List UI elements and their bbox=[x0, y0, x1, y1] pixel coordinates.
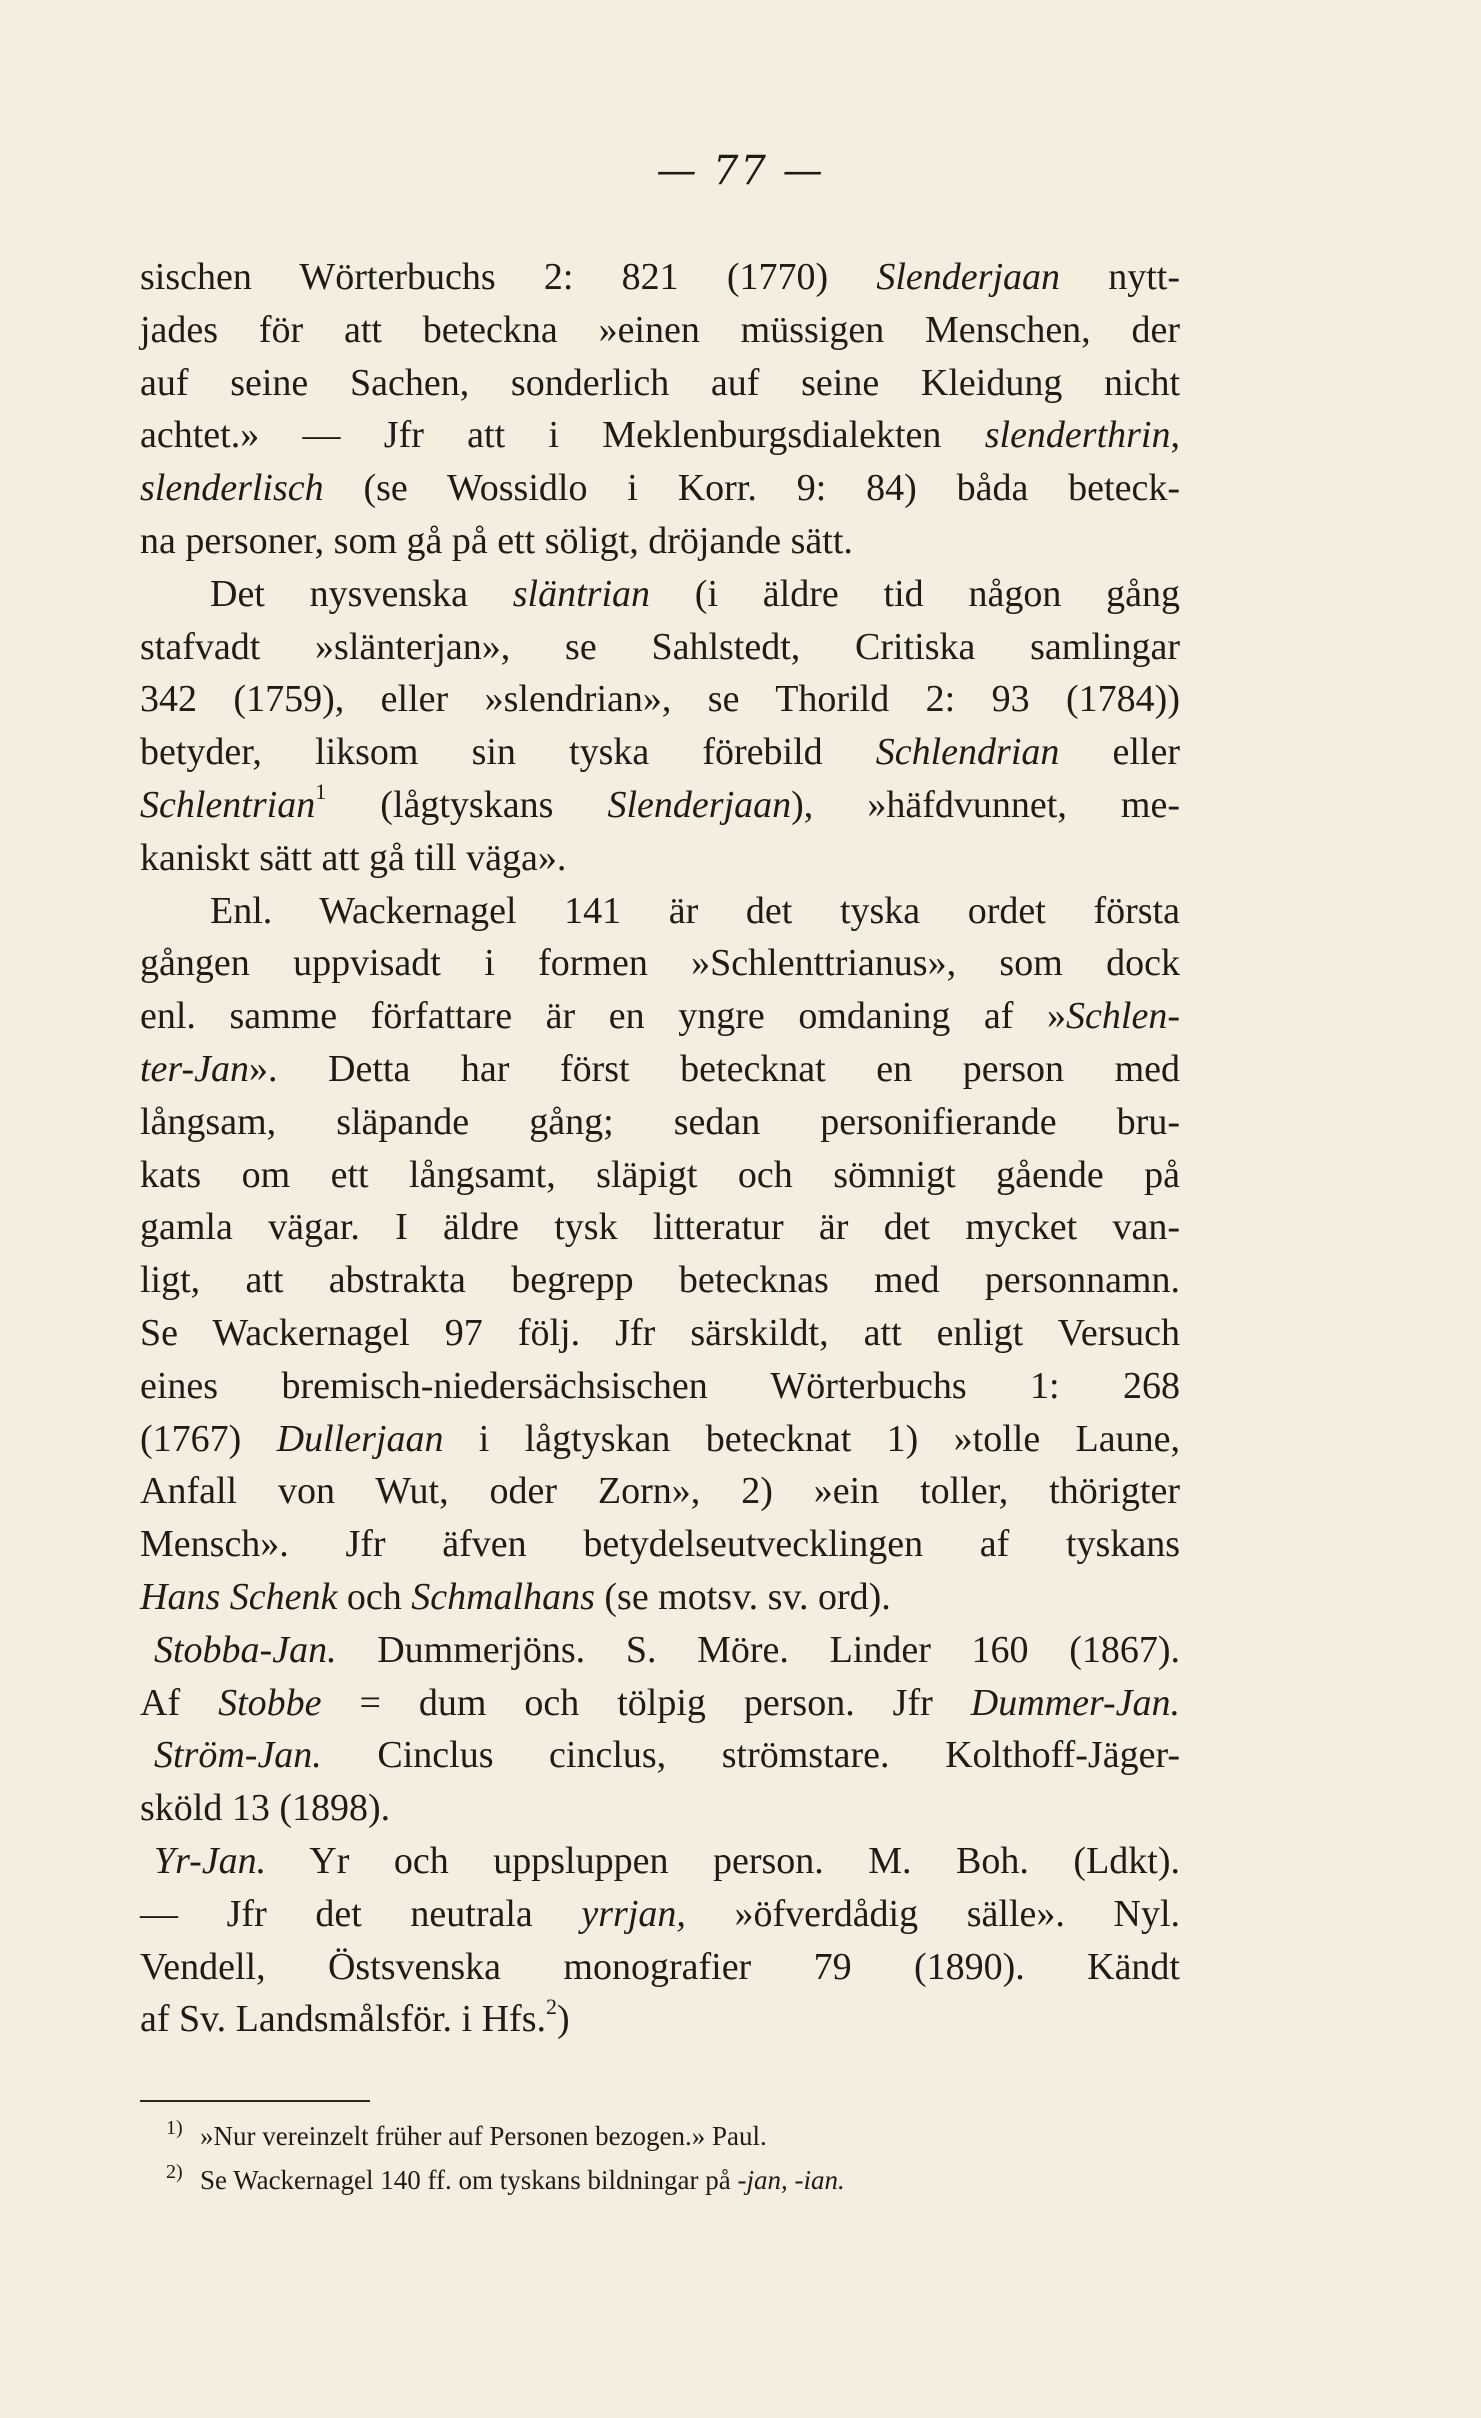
text-run: långsam, släpande gång; sedan personifierande bru- bbox=[140, 1100, 1180, 1143]
text-line bbox=[154, 1730, 1180, 1780]
text-run: (lågtyskans bbox=[326, 784, 608, 826]
text-line bbox=[140, 1783, 390, 1833]
text-run: i lågtyskan betecknat 1) »tolle Laune, bbox=[443, 1417, 1180, 1460]
text-run: eller bbox=[1059, 731, 1180, 774]
text-line bbox=[140, 1994, 570, 2044]
text-line bbox=[140, 674, 1180, 724]
text-run: stafvadt »slänterjan», se Sahlstedt, Critiska samlingar bbox=[140, 625, 1180, 668]
footnote bbox=[166, 2158, 845, 2202]
text-run: gamla vägar. I äldre tysk litteratur är det mycket van- bbox=[140, 1206, 1180, 1249]
footnote-reference: 2 bbox=[545, 1993, 557, 2019]
italic-term: Schmalhans bbox=[411, 1576, 595, 1618]
footnote-rule bbox=[140, 2100, 370, 2102]
text-line bbox=[140, 622, 1180, 672]
page-number: — 77 — bbox=[656, 148, 825, 194]
text-line bbox=[140, 1572, 891, 1622]
text-line bbox=[140, 1466, 1180, 1516]
text-line bbox=[140, 1044, 1180, 1094]
text-line bbox=[210, 886, 1180, 936]
text-run: = dum och tölpig person. Jfr bbox=[321, 1681, 971, 1724]
text-run: Vendell, Östsvenska monografier 79 (1890). Kändt bbox=[140, 1945, 1180, 1988]
italic-term: släntrian bbox=[512, 572, 651, 615]
italic-term: -jan, -ian. bbox=[737, 2165, 845, 2195]
text-run: sköld 13 (1898). bbox=[140, 1787, 391, 1830]
text-run: , bbox=[1170, 414, 1180, 457]
text-run: achtet.» — Jfr att i Meklenburgsdialekten bbox=[140, 414, 985, 457]
text-line bbox=[140, 1308, 1180, 1358]
text-run: na personer, som gå på ett söligt, dröjande sätt. bbox=[140, 520, 853, 562]
text-run: Se Wackernagel 140 ff. om tyskans bildningar på bbox=[200, 2165, 738, 2195]
text-run: Anfall von Wut, oder Zorn», 2) »ein toller, thörigter bbox=[140, 1470, 1180, 1513]
italic-term: Dummer-Jan. bbox=[970, 1681, 1180, 1724]
text-line bbox=[140, 1150, 1180, 1200]
text-run: jades för att beteckna »einen müssigen Menschen, der bbox=[140, 308, 1180, 351]
text-line bbox=[140, 1097, 1180, 1147]
text-line bbox=[140, 938, 1180, 988]
text-line bbox=[140, 1414, 1180, 1464]
footnote-mark: 1) bbox=[166, 2117, 183, 2139]
italic-term: Yr-Jan. bbox=[154, 1840, 267, 1882]
italic-term: Hans Schenk bbox=[140, 1576, 338, 1618]
text-run: Dummerjöns. S. Möre. Linder 160 (1867). bbox=[336, 1628, 1180, 1671]
italic-term: slenderthrin bbox=[984, 414, 1171, 457]
text-run: auf seine Sachen, sonderlich auf seine Kleidung nicht bbox=[140, 361, 1180, 404]
text-line bbox=[140, 1678, 1180, 1728]
italic-term: yrrjan, bbox=[581, 1892, 686, 1935]
text-run: kats om ett långsamt, släpigt och sömnigt gående på bbox=[140, 1153, 1180, 1196]
footnote bbox=[166, 2114, 767, 2158]
text-run: ligt, att abstrakta begrepp betecknas med personnamn. bbox=[140, 1259, 1180, 1302]
text-line bbox=[140, 305, 1180, 355]
text-run: Yr och uppsluppen person. M. Boh. (Ldkt). bbox=[266, 1840, 1180, 1882]
text-line bbox=[140, 410, 1180, 460]
text-run: Enl. Wackernagel 141 är det tyska ordet första bbox=[210, 889, 1180, 932]
text-line bbox=[210, 569, 1180, 619]
italic-term: ter-Jan bbox=[140, 1048, 249, 1090]
text-run: Cinclus cinclus, strömstare. Kolthoff-Jäger- bbox=[321, 1734, 1180, 1777]
italic-term: Ström-Jan. bbox=[154, 1734, 322, 1777]
text-run: »öfverdådig sälle». Nyl. bbox=[685, 1892, 1180, 1935]
text-run: sischen Wörterbuchs 2: 821 (1770) bbox=[140, 256, 877, 298]
italic-term: Slenderjaan bbox=[607, 784, 792, 826]
text-run: Af bbox=[140, 1681, 219, 1724]
text-run: ) bbox=[556, 1998, 570, 2041]
text-line bbox=[140, 1889, 1180, 1939]
text-run: (i äldre tid någon gång bbox=[650, 572, 1180, 615]
text-run: — Jfr det neutrala bbox=[140, 1892, 582, 1935]
text-line bbox=[154, 1836, 1180, 1886]
footnote-mark: 2) bbox=[166, 2161, 183, 2183]
text-line bbox=[140, 1942, 1180, 1992]
text-line bbox=[140, 252, 1180, 302]
text-line bbox=[140, 780, 1180, 830]
italic-term: Schlentrian bbox=[140, 784, 316, 826]
text-run: Det nysvenska bbox=[210, 572, 513, 615]
text-run: och bbox=[337, 1576, 412, 1618]
text-run: (se motsv. sv. ord). bbox=[594, 1576, 891, 1618]
text-line bbox=[140, 727, 1180, 777]
text-run: nytt- bbox=[1060, 256, 1180, 298]
text-line bbox=[140, 358, 1180, 408]
text-run: kaniskt sätt att gå till väga». bbox=[140, 836, 567, 879]
italic-term: slenderlisch bbox=[140, 467, 324, 510]
text-line bbox=[140, 1255, 1180, 1305]
text-run: ». Detta har först betecknat en person med bbox=[248, 1048, 1180, 1090]
text-run: gången uppvisadt i formen »Schlenttrianus», som dock bbox=[140, 942, 1180, 985]
text-run: enl. samme författare är en yngre omdaning af » bbox=[140, 995, 1067, 1038]
text-run: af Sv. Landsmålsför. i Hfs. bbox=[140, 1998, 546, 2041]
text-line bbox=[154, 1625, 1180, 1675]
text-run: »Nur vereinzelt früher auf Personen bezogen.» Paul. bbox=[200, 2121, 767, 2151]
text-run: betyder, liksom sin tyska förebild bbox=[140, 731, 876, 774]
text-run: (se Wossidlo i Korr. 9: 84) båda beteck- bbox=[323, 467, 1180, 510]
text-run: (1767) bbox=[140, 1417, 277, 1460]
text-line bbox=[140, 516, 853, 566]
text-run: 342 (1759), eller »slendrian», se Thorild 2: 93 (1784)) bbox=[140, 678, 1180, 721]
text-line bbox=[140, 463, 1180, 513]
text-line bbox=[140, 1519, 1180, 1569]
text-line bbox=[140, 833, 566, 883]
italic-term: Schlendrian bbox=[875, 731, 1060, 774]
footnote-reference: 1 bbox=[315, 779, 327, 805]
italic-term: Dullerjaan bbox=[276, 1417, 444, 1460]
italic-term: Stobbe bbox=[218, 1681, 322, 1724]
italic-term: Slenderjaan bbox=[876, 256, 1060, 298]
text-run: Se Wackernagel 97 följ. Jfr särskildt, att enligt Versuch bbox=[140, 1312, 1180, 1354]
italic-term: Stobba-Jan. bbox=[154, 1628, 337, 1671]
text-run: eines bremisch-niedersächsischen Wörterbuchs 1: 268 bbox=[140, 1364, 1180, 1407]
text-line bbox=[140, 1202, 1180, 1252]
text-line bbox=[140, 1361, 1180, 1411]
text-run: Mensch». Jfr äfven betydelseutvecklingen af tyskans bbox=[140, 1523, 1180, 1566]
text-line bbox=[140, 991, 1180, 1041]
text-run: ), »häfdvunnet, me- bbox=[791, 784, 1180, 826]
italic-term: Schlen- bbox=[1066, 995, 1180, 1038]
